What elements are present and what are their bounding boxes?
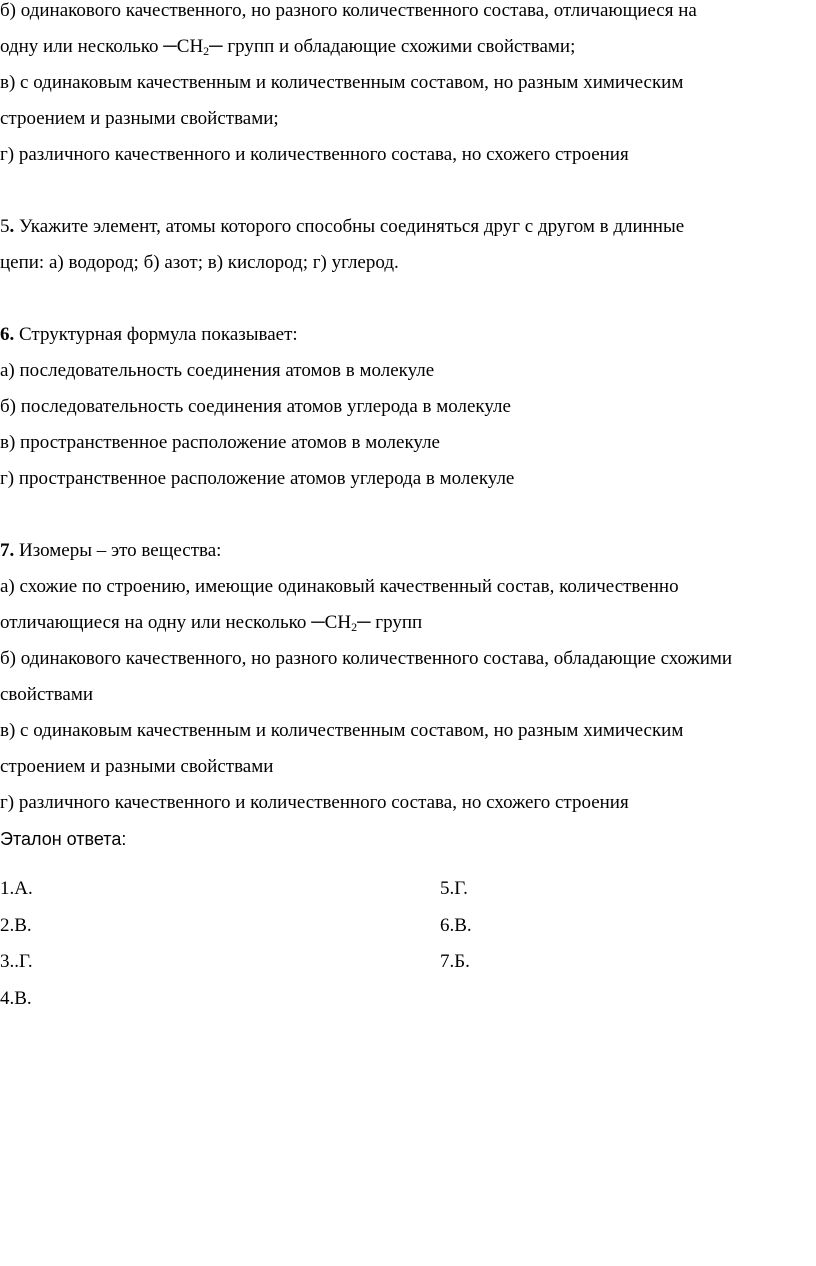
q4-option-g: г) различного качественного и количественного состава, но схожего строения [0,144,629,165]
q7-title [0,533,812,569]
ch2-group: $─CH_2─$ [163,36,223,58]
q6-number: 6. [0,324,15,345]
q7-number: 7. [0,540,15,561]
q6-option-g: г) пространственное расположение атомов углерода в молекуле [0,468,515,489]
q6-option-v: в) пространственное расположение атомов в молекуле [0,432,440,453]
q5-line2: цепи: а) водород; б) азот; в) кислород; г) углерод. [0,252,399,273]
q5-number-dot: . [9,216,15,237]
ch2-group: $─CH_2─$ [311,612,371,634]
q7-option-a-text-pre: отличающиеся на одну или несколько [0,612,312,633]
q5-number: 5 [0,216,10,237]
answer-key-right-column [440,871,472,981]
q7-option-v-line1: в) с одинаковым качественным и количественным составом, но разным химическим [0,720,684,741]
q7-option-a-line2 [0,605,812,641]
answer-item: 5.Г. [440,878,468,899]
q7-option-g: г) различного качественного и количественного состава, но схожего строения [0,792,629,813]
q6-title-text: Структурная формула показывает: [14,324,298,345]
spacer [0,281,812,317]
q6-option-b: б) последовательность соединения атомов углерода в молекуле [0,396,511,417]
spacer [0,497,812,533]
q5-line1 [0,209,812,245]
spacer [0,173,812,209]
answer-item: 6.В. [440,914,472,936]
answer-item: 7.Б. [440,951,470,972]
q7-option-v-line2: строением и разными свойствами [0,756,274,777]
q4-option-b-line1: б) одинакового качественного, но разного количественного состава, отличающиеся на [0,0,697,21]
answer-item: 2.В. [0,914,32,936]
spacer [0,857,812,871]
answer-item: 1.А. [0,878,33,899]
answer-key-title: Эталон ответа: [0,829,127,849]
q6-option-a: а) последовательность соединения атомов в молекуле [0,360,435,381]
q7-option-a-line1: а) схожие по строению, имеющие одинаковый качественный состав, количественно [0,576,679,597]
answer-item: 3..Г. [0,951,33,972]
q6-title [0,317,812,353]
q5-text: Укажите элемент, атомы которого способны соединяться друг с другом в длинные [14,216,685,237]
q4-option-b-line2 [0,29,812,65]
answer-key-left-column [0,871,33,1017]
q7-option-b-line1: б) одинакового качественного, но разного количественного состава, обладающие схожими [0,648,733,669]
q7-title-text: Изомеры – это вещества: [14,540,222,561]
q4-option-b-text-post: групп и обладающие схожими свойствами; [222,36,576,57]
q7-option-a-text-post: групп [370,612,423,633]
q4-option-b-text-pre: одну или несколько [0,36,164,57]
q7-option-b-line2: свойствами [0,684,94,705]
q4-option-v-line2: строением и разными свойствами; [0,108,279,129]
answer-key-grid [0,871,812,1016]
answer-item: 4.В. [0,987,32,1009]
q4-option-v-line1: в) с одинаковым качественным и количественным составом, но разным химическим [0,72,684,93]
